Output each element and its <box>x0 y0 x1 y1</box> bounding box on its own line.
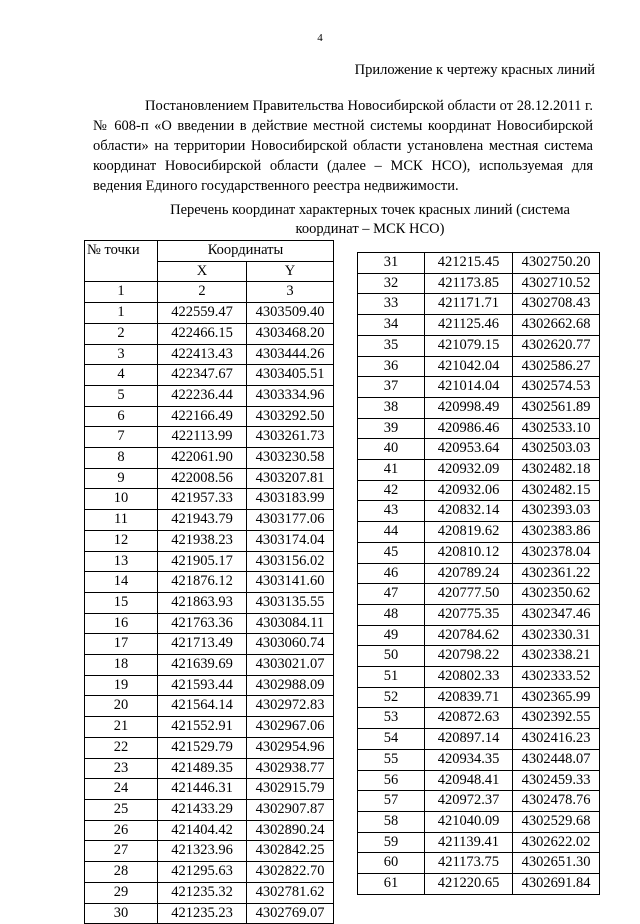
point-number-cell: 45 <box>358 542 425 563</box>
x-coordinate-cell: 422413.43 <box>158 344 247 365</box>
table-row <box>358 294 600 315</box>
table-row <box>85 882 334 903</box>
y-coordinate-cell: 4302561.89 <box>513 397 600 418</box>
y-coordinate-cell: 4302907.87 <box>247 799 334 820</box>
point-number-cell: 12 <box>85 530 158 551</box>
coordinates-table-left <box>84 240 334 924</box>
x-coordinate-cell: 421014.04 <box>425 377 513 398</box>
x-coordinate-cell: 421079.15 <box>425 335 513 356</box>
x-coordinate-cell: 421139.41 <box>425 832 513 853</box>
y-coordinate-cell: 4302622.02 <box>513 832 600 853</box>
column-number-cell: 3 <box>247 282 334 303</box>
y-coordinate-cell: 4302781.62 <box>247 882 334 903</box>
point-number-cell: 8 <box>85 448 158 469</box>
point-number-cell: 48 <box>358 604 425 625</box>
x-coordinate-cell: 421220.65 <box>425 874 513 895</box>
table-row <box>358 791 600 812</box>
y-coordinate-cell: 4303468.20 <box>247 323 334 344</box>
table-row <box>85 737 334 758</box>
y-coordinate-cell: 4302365.99 <box>513 687 600 708</box>
table-row <box>85 385 334 406</box>
table-row <box>85 489 334 510</box>
point-number-cell: 31 <box>358 253 425 274</box>
y-coordinate-cell: 4302915.79 <box>247 779 334 800</box>
x-coordinate-cell: 420953.64 <box>425 439 513 460</box>
coordinates-table-right <box>357 252 600 895</box>
y-coordinate-cell: 4302954.96 <box>247 737 334 758</box>
point-number-cell: 47 <box>358 584 425 605</box>
table-row <box>85 820 334 841</box>
point-number-cell: 32 <box>358 273 425 294</box>
x-coordinate-cell: 421040.09 <box>425 811 513 832</box>
point-number-cell: 30 <box>85 903 158 924</box>
table-row <box>358 418 600 439</box>
table-row <box>85 613 334 634</box>
point-number-cell: 58 <box>358 811 425 832</box>
table-row <box>85 468 334 489</box>
y-coordinate-cell: 4302482.15 <box>513 480 600 501</box>
y-coordinate-cell: 4302459.33 <box>513 770 600 791</box>
x-coordinate-cell: 421171.71 <box>425 294 513 315</box>
table-row <box>85 841 334 862</box>
x-coordinate-cell: 421173.85 <box>425 273 513 294</box>
point-number-cell: 21 <box>85 717 158 738</box>
y-coordinate-cell: 4302710.52 <box>513 273 600 294</box>
y-coordinate-cell: 4302338.21 <box>513 646 600 667</box>
coordinates-header: Координаты <box>158 241 334 262</box>
point-number-cell: 36 <box>358 356 425 377</box>
x-coordinate-cell: 421552.91 <box>158 717 247 738</box>
y-coordinate-cell: 4302333.52 <box>513 667 600 688</box>
point-number-cell: 38 <box>358 397 425 418</box>
y-coordinate-cell: 4302769.07 <box>247 903 334 924</box>
table-row <box>358 770 600 791</box>
point-number-cell: 20 <box>85 696 158 717</box>
point-number-cell: 15 <box>85 592 158 613</box>
table-row <box>358 708 600 729</box>
y-coordinate-cell: 4303230.58 <box>247 448 334 469</box>
x-coordinate-cell: 421763.36 <box>158 613 247 634</box>
point-number-cell: 35 <box>358 335 425 356</box>
x-coordinate-cell: 420839.71 <box>425 687 513 708</box>
table-row <box>85 634 334 655</box>
table-row <box>85 779 334 800</box>
table-row <box>85 655 334 676</box>
y-coordinate-cell: 4302972.83 <box>247 696 334 717</box>
point-number-cell: 56 <box>358 770 425 791</box>
y-coordinate-cell: 4303261.73 <box>247 427 334 448</box>
point-number-cell: 7 <box>85 427 158 448</box>
y-coordinate-cell: 4302938.77 <box>247 758 334 779</box>
x-coordinate-cell: 420932.09 <box>425 460 513 481</box>
appendix-title: Приложение к чертежу красных линий <box>354 62 595 78</box>
y-coordinate-cell: 4302383.86 <box>513 522 600 543</box>
y-coordinate-cell: 4302393.03 <box>513 501 600 522</box>
point-number-cell: 1 <box>85 303 158 324</box>
table-row <box>85 758 334 779</box>
point-number-cell: 4 <box>85 365 158 386</box>
y-coordinate-cell: 4303207.81 <box>247 468 334 489</box>
x-coordinate-cell: 421938.23 <box>158 530 247 551</box>
y-coordinate-cell: 4302691.84 <box>513 874 600 895</box>
point-number-cell: 33 <box>358 294 425 315</box>
x-coordinate-cell: 421713.49 <box>158 634 247 655</box>
y-coordinate-cell: 4303405.51 <box>247 365 334 386</box>
table-row <box>358 501 600 522</box>
y-coordinate-cell: 4302533.10 <box>513 418 600 439</box>
table-row <box>85 592 334 613</box>
point-number-cell: 25 <box>85 799 158 820</box>
y-coordinate-cell: 4303444.26 <box>247 344 334 365</box>
table-row <box>85 365 334 386</box>
table-row <box>358 729 600 750</box>
y-coordinate-cell: 4303292.50 <box>247 406 334 427</box>
table-row <box>358 853 600 874</box>
y-coordinate-cell: 4302708.43 <box>513 294 600 315</box>
table-row <box>358 480 600 501</box>
y-coordinate-cell: 4302750.20 <box>513 253 600 274</box>
table-row <box>358 356 600 377</box>
point-number-cell: 2 <box>85 323 158 344</box>
y-coordinate-cell: 4302347.46 <box>513 604 600 625</box>
table-row <box>358 584 600 605</box>
point-number-cell: 26 <box>85 820 158 841</box>
y-coordinate-cell: 4303183.99 <box>247 489 334 510</box>
y-coordinate-cell: 4302662.68 <box>513 315 600 336</box>
x-coordinate-cell: 420972.37 <box>425 791 513 812</box>
table-row <box>358 625 600 646</box>
point-number-cell: 43 <box>358 501 425 522</box>
x-coordinate-cell: 420872.63 <box>425 708 513 729</box>
point-number-cell: 40 <box>358 439 425 460</box>
table-row <box>358 667 600 688</box>
table-row <box>85 551 334 572</box>
x-coordinate-cell: 421235.32 <box>158 882 247 903</box>
point-number-cell: 34 <box>358 315 425 336</box>
table-row <box>85 862 334 883</box>
point-number-cell: 37 <box>358 377 425 398</box>
y-coordinate-cell: 4302416.23 <box>513 729 600 750</box>
y-coordinate-cell: 4303177.06 <box>247 510 334 531</box>
table-row <box>358 397 600 418</box>
table-row <box>358 874 600 895</box>
y-coordinate-cell: 4302586.27 <box>513 356 600 377</box>
table-row <box>358 460 600 481</box>
point-number-cell: 5 <box>85 385 158 406</box>
x-coordinate-cell: 420819.62 <box>425 522 513 543</box>
x-coordinate-cell: 421433.29 <box>158 799 247 820</box>
table-row <box>85 406 334 427</box>
x-coordinate-cell: 421404.42 <box>158 820 247 841</box>
column-number-cell: 1 <box>85 282 158 303</box>
x-coordinate-cell: 421639.69 <box>158 655 247 676</box>
x-coordinate-cell: 421593.44 <box>158 675 247 696</box>
x-coordinate-cell: 422347.67 <box>158 365 247 386</box>
point-number-cell: 29 <box>85 882 158 903</box>
y-coordinate-cell: 4302392.55 <box>513 708 600 729</box>
y-coordinate-cell: 4302529.68 <box>513 811 600 832</box>
table-row <box>358 377 600 398</box>
x-coordinate-cell: 420948.41 <box>425 770 513 791</box>
y-coordinate-cell: 4302651.30 <box>513 853 600 874</box>
x-coordinate-cell: 420934.35 <box>425 749 513 770</box>
table-row <box>358 749 600 770</box>
table-row <box>358 542 600 563</box>
table-row <box>358 315 600 336</box>
x-coordinate-cell: 421863.93 <box>158 592 247 613</box>
intro-paragraph: Постановлением Правительства Новосибирской области от 28.12.2011 г. № 608-п «О введении в действие местной системы координат Новосибирской области» на территории Новосибирской области установлена местная система координат Новосибирской области (далее – МСК НСО), используемая для ведения Единого государственного реестра недвижимости. <box>93 98 593 194</box>
table-row <box>85 572 334 593</box>
table-row <box>85 799 334 820</box>
y-coordinate-cell: 4302842.25 <box>247 841 334 862</box>
x-coordinate-cell: 422236.44 <box>158 385 247 406</box>
y-coordinate-cell: 4302967.06 <box>247 717 334 738</box>
x-coordinate-cell: 420784.62 <box>425 625 513 646</box>
x-coordinate-cell: 421876.12 <box>158 572 247 593</box>
y-coordinate-cell: 4303084.11 <box>247 613 334 634</box>
point-number-cell: 57 <box>358 791 425 812</box>
x-coordinate-cell: 420775.35 <box>425 604 513 625</box>
x-coordinate-cell: 421943.79 <box>158 510 247 531</box>
y-coordinate-cell: 4303174.04 <box>247 530 334 551</box>
point-number-cell: 54 <box>358 729 425 750</box>
table-row <box>358 335 600 356</box>
y-coordinate-cell: 4302478.76 <box>513 791 600 812</box>
table-row <box>85 510 334 531</box>
point-number-cell: 51 <box>358 667 425 688</box>
x-coordinate-cell: 421125.46 <box>425 315 513 336</box>
x-coordinate-cell: 420932.06 <box>425 480 513 501</box>
point-number-cell: 16 <box>85 613 158 634</box>
point-number-cell: 49 <box>358 625 425 646</box>
point-number-cell: 28 <box>85 862 158 883</box>
x-coordinate-cell: 421235.23 <box>158 903 247 924</box>
y-coordinate-cell: 4303135.55 <box>247 592 334 613</box>
point-number-cell: 9 <box>85 468 158 489</box>
x-coordinate-cell: 421489.35 <box>158 758 247 779</box>
point-number-cell: 46 <box>358 563 425 584</box>
table-row <box>85 675 334 696</box>
x-coordinate-cell: 420832.14 <box>425 501 513 522</box>
y-coordinate-cell: 4302482.18 <box>513 460 600 481</box>
table-row <box>358 811 600 832</box>
y-coordinate-cell: 4303156.02 <box>247 551 334 572</box>
page-number: 4 <box>317 32 323 44</box>
point-number-cell: 52 <box>358 687 425 708</box>
y-coordinate-cell: 4302448.07 <box>513 749 600 770</box>
table-row <box>85 696 334 717</box>
y-coordinate-cell: 4302378.04 <box>513 542 600 563</box>
table-row <box>358 646 600 667</box>
x-coordinate-cell: 422466.15 <box>158 323 247 344</box>
point-number-cell: 44 <box>358 522 425 543</box>
table-row <box>85 427 334 448</box>
y-coordinate-cell: 4302822.70 <box>247 862 334 883</box>
x-coordinate-cell: 421295.63 <box>158 862 247 883</box>
x-coordinate-cell: 421215.45 <box>425 253 513 274</box>
table-row <box>85 530 334 551</box>
point-number-cell: 59 <box>358 832 425 853</box>
table-row <box>85 344 334 365</box>
x-coordinate-cell: 421446.31 <box>158 779 247 800</box>
point-number-cell: 13 <box>85 551 158 572</box>
x-coordinate-cell: 421564.14 <box>158 696 247 717</box>
point-number-cell: 50 <box>358 646 425 667</box>
x-header: X <box>158 261 247 282</box>
table-row <box>358 439 600 460</box>
point-number-cell: 11 <box>85 510 158 531</box>
x-coordinate-cell: 420798.22 <box>425 646 513 667</box>
x-coordinate-cell: 420802.33 <box>425 667 513 688</box>
table-row <box>85 903 334 924</box>
table-row <box>85 303 334 324</box>
x-coordinate-cell: 422113.99 <box>158 427 247 448</box>
point-number-cell: 53 <box>358 708 425 729</box>
y-coordinate-cell: 4302620.77 <box>513 335 600 356</box>
coordinates-list-title: Перечень координат характерных точек красных линий (система координат – МСК НСО) <box>170 202 570 237</box>
x-coordinate-cell: 421957.33 <box>158 489 247 510</box>
table-row <box>358 563 600 584</box>
table-row <box>358 253 600 274</box>
x-coordinate-cell: 420810.12 <box>425 542 513 563</box>
table-row <box>85 448 334 469</box>
point-number-cell: 19 <box>85 675 158 696</box>
point-number-header: № точки <box>85 241 158 282</box>
point-number-cell: 22 <box>85 737 158 758</box>
column-number-cell: 2 <box>158 282 247 303</box>
table-row <box>85 717 334 738</box>
x-coordinate-cell: 422061.90 <box>158 448 247 469</box>
x-coordinate-cell: 421042.04 <box>425 356 513 377</box>
x-coordinate-cell: 420897.14 <box>425 729 513 750</box>
point-number-cell: 6 <box>85 406 158 427</box>
x-coordinate-cell: 422166.49 <box>158 406 247 427</box>
y-coordinate-cell: 4302988.09 <box>247 675 334 696</box>
x-coordinate-cell: 422008.56 <box>158 468 247 489</box>
point-number-cell: 10 <box>85 489 158 510</box>
table-row <box>358 604 600 625</box>
table-row <box>358 687 600 708</box>
table-row <box>358 832 600 853</box>
x-coordinate-cell: 421529.79 <box>158 737 247 758</box>
table-row <box>358 522 600 543</box>
point-number-cell: 55 <box>358 749 425 770</box>
y-coordinate-cell: 4303509.40 <box>247 303 334 324</box>
point-number-cell: 39 <box>358 418 425 439</box>
y-coordinate-cell: 4303141.60 <box>247 572 334 593</box>
y-coordinate-cell: 4302574.53 <box>513 377 600 398</box>
y-coordinate-cell: 4303021.07 <box>247 655 334 676</box>
x-coordinate-cell: 421905.17 <box>158 551 247 572</box>
x-coordinate-cell: 420986.46 <box>425 418 513 439</box>
x-coordinate-cell: 421323.96 <box>158 841 247 862</box>
y-coordinate-cell: 4302361.22 <box>513 563 600 584</box>
y-coordinate-cell: 4303060.74 <box>247 634 334 655</box>
x-coordinate-cell: 422559.47 <box>158 303 247 324</box>
point-number-cell: 18 <box>85 655 158 676</box>
point-number-cell: 24 <box>85 779 158 800</box>
x-coordinate-cell: 420789.24 <box>425 563 513 584</box>
y-coordinate-cell: 4303334.96 <box>247 385 334 406</box>
table-row <box>85 323 334 344</box>
x-coordinate-cell: 420777.50 <box>425 584 513 605</box>
y-coordinate-cell: 4302330.31 <box>513 625 600 646</box>
y-coordinate-cell: 4302890.24 <box>247 820 334 841</box>
point-number-cell: 3 <box>85 344 158 365</box>
x-coordinate-cell: 420998.49 <box>425 397 513 418</box>
point-number-cell: 27 <box>85 841 158 862</box>
point-number-cell: 60 <box>358 853 425 874</box>
y-header: Y <box>247 261 334 282</box>
point-number-cell: 42 <box>358 480 425 501</box>
x-coordinate-cell: 421173.75 <box>425 853 513 874</box>
point-number-cell: 17 <box>85 634 158 655</box>
point-number-cell: 23 <box>85 758 158 779</box>
y-coordinate-cell: 4302503.03 <box>513 439 600 460</box>
y-coordinate-cell: 4302350.62 <box>513 584 600 605</box>
point-number-cell: 41 <box>358 460 425 481</box>
point-number-cell: 61 <box>358 874 425 895</box>
point-number-cell: 14 <box>85 572 158 593</box>
table-row <box>358 273 600 294</box>
